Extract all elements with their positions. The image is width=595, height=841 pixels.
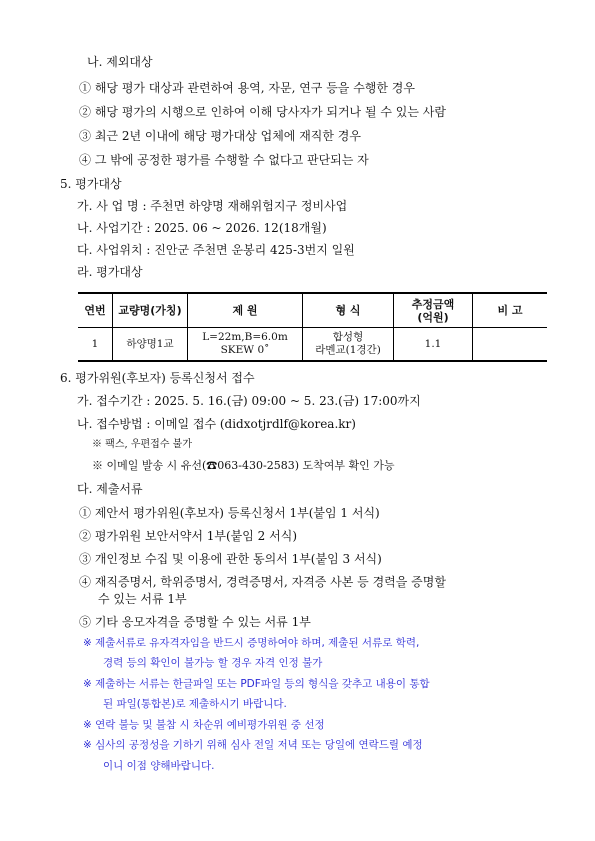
col-header-no: 연번 (78, 293, 113, 328)
cell-remark (473, 328, 548, 362)
col-header-bridge: 교량명(가칭) (113, 293, 188, 328)
submission-note-continuation: 된 파일(통합본)로 제출하시기 바랍니다. (103, 698, 287, 710)
submission-note-continuation: 경력 등의 확인이 불가능 할 경우 자격 인정 불가 (103, 657, 323, 669)
project-period: 나. 사업기간 : 2025. 06 ~ 2026. 12(18개월) (77, 221, 327, 235)
cell-no: 1 (78, 328, 113, 362)
col-header-spec: 제 원 (188, 293, 303, 328)
type-line2: 라멘교(1경간) (315, 344, 381, 356)
document-item: ① 제안서 평가위원(후보자) 등록신청서 1부(붙임 1 서식) (79, 506, 380, 520)
documents-heading: 다. 제출서류 (77, 482, 143, 496)
document-item: ④ 재직증명서, 학위증명서, 경력증명서, 자격증 사본 등 경력을 증명할 (79, 575, 446, 589)
evaluation-target-heading: 라. 평가대상 (77, 265, 143, 279)
cell-bridge: 하양명1교 (113, 328, 188, 362)
method-note: ※ 이메일 발송 시 유선(☎063-430-2583) 도착여부 확인 가능 (92, 459, 395, 472)
col-header-remark: 비 고 (473, 293, 548, 328)
spec-line1: L=22m,B=6.0m (202, 331, 288, 343)
col-header-amount: 추정금액 (억원) (394, 293, 473, 328)
submission-note: ※ 연락 불능 및 불참 시 차순위 예비평가위원 중 선정 (83, 719, 325, 731)
exclusion-item: ① 해당 평가 대상과 관련하여 용역, 자문, 연구 등을 수행한 경우 (79, 81, 415, 95)
section5-heading: 5. 평가대상 (60, 177, 122, 191)
spec-line2: SKEW 0˚ (220, 344, 270, 356)
col-header-type: 형 식 (303, 293, 394, 328)
type-line1: 합성형 (332, 331, 364, 343)
submission-note: ※ 제출하는 서류는 한글파일 또는 PDF파일 등의 형식을 갖추고 내용이 통합 (83, 678, 430, 690)
document-item: ③ 개인정보 수집 및 이용에 관한 동의서 1부(붙임 3 서식) (79, 552, 382, 566)
project-location: 다. 사업위치 : 진안군 주천면 운봉리 425-3번지 일원 (77, 243, 355, 257)
table-row (78, 328, 547, 362)
method-note: ※ 팩스, 우편접수 불가 (92, 439, 192, 450)
cell-type (303, 328, 394, 362)
exclusion-item: ③ 최근 2년 이내에 해당 평가대상 업체에 재직한 경우 (79, 129, 361, 143)
project-name: 가. 사 업 명 : 주천면 하양명 재해위험지구 정비사업 (77, 199, 348, 213)
exclusion-item: ④ 그 밖에 공정한 평가를 수행할 수 없다고 판단되는 자 (79, 153, 369, 167)
submission-period: 가. 접수기간 : 2025. 5. 16.(금) 09:00 ~ 5. 23.(금) 17:00까지 (77, 394, 421, 408)
document-item-continuation: 수 있는 서류 1부 (98, 592, 187, 606)
cell-spec (188, 328, 303, 362)
exclusion-item: ② 해당 평가의 시행으로 인하여 이해 당사자가 되거나 될 수 있는 사람 (79, 105, 446, 119)
exclusion-heading: 나. 제외대상 (87, 55, 153, 69)
document-item: ② 평가위원 보안서약서 1부(붙임 2 서식) (79, 529, 297, 543)
submission-method: 나. 접수방법 : 이메일 접수 (didxotjrdlf@korea.kr) (77, 417, 356, 431)
section6-heading: 6. 평가위원(후보자) 등록신청서 접수 (60, 371, 255, 385)
table-header-row (78, 293, 547, 328)
cell-amount: 1.1 (394, 328, 473, 362)
submission-note: ※ 심사의 공정성을 기하기 위해 심사 전일 저녁 또는 당일에 연락드릴 예정 (83, 739, 423, 751)
evaluation-table (78, 292, 547, 362)
submission-note-continuation: 이니 이점 양해바랍니다. (103, 760, 215, 772)
document-item: ⑤ 기타 응모자격을 증명할 수 있는 서류 1부 (79, 615, 311, 629)
submission-note: ※ 제출서류로 유자격자임을 반드시 증명하여야 하며, 제출된 서류로 학력, (83, 637, 420, 649)
